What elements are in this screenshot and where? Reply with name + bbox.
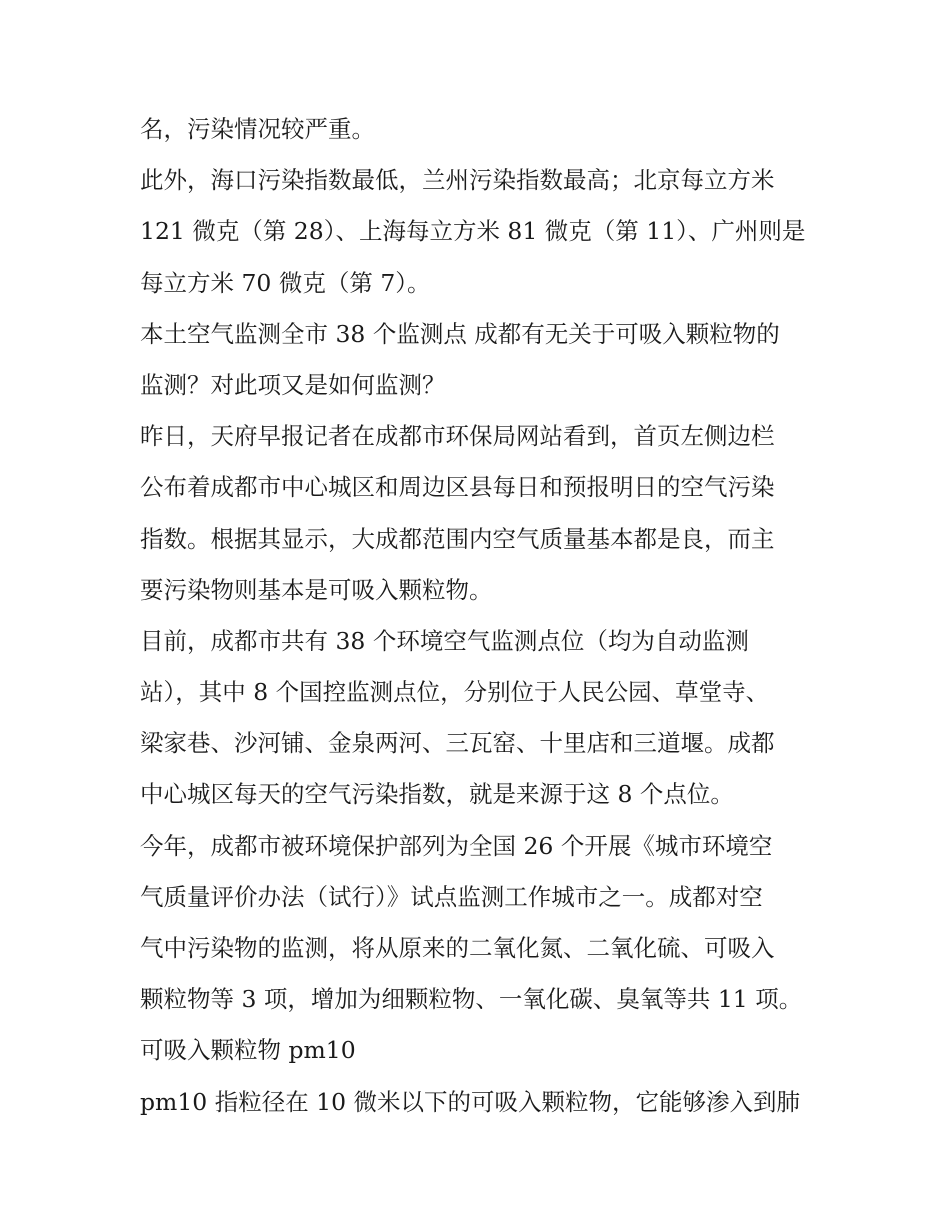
section-heading-line: 监测？对此项又是如何监测？	[140, 370, 446, 399]
text-line: 中心城区每天的空气污染指数，就是来源于这 8 个点位。	[140, 780, 734, 809]
text-line: 气中污染物的监测，将从原来的二氧化氮、二氧化硫、可吸入	[140, 934, 775, 962]
text-line: 指数。根据其显示，大成都范围内空气质量基本都是良，而主	[140, 524, 775, 553]
subheading-line: 可吸入颗粒物 pm10	[140, 1036, 356, 1065]
section-heading-line: 本土空气监测全市 38 个监测点 成都有无关于可吸入颗粒物的	[140, 319, 780, 348]
text-line: 公布着成都市中心城区和周边区县每日和预报明日的空气污染	[140, 473, 775, 502]
text-line: 此外，海口污染指数最低，兰州污染指数最高；北京每立方米	[140, 166, 775, 195]
text-line: 目前，成都市共有 38 个环境空气监测点位（均为自动监测	[140, 626, 749, 655]
text-line: 121 微克（第 28）、上海每立方米 81 微克（第 11）、广州则是	[140, 217, 806, 246]
text-line: 气质量评价办法（试行）》试点监测工作城市之一。成都对空	[140, 882, 763, 911]
text-line: 站），其中 8 个国控监测点位，分别位于人民公园、草堂寺、	[140, 678, 770, 707]
text-line: 昨日，天府早报记者在成都市环保局网站看到，首页左侧边栏	[140, 422, 775, 451]
text-line: 名，污染情况较严重。	[140, 115, 375, 143]
text-line: pm10 指粒径在 10 微米以下的可吸入颗粒物，它能够渗入到肺	[140, 1087, 801, 1116]
text-line: 梁家巷、沙河铺、金泉两河、三瓦窑、十里店和三道堰。成都	[140, 729, 775, 758]
text-line: 每立方米 70 微克（第 7）。	[140, 268, 431, 297]
document-body	[140, 104, 830, 1128]
text-line: 要污染物则基本是可吸入颗粒物。	[140, 575, 493, 604]
text-line: 今年，成都市被环境保护部列为全国 26 个开展《城市环境空	[140, 831, 773, 860]
text-line: 颗粒物等 3 项，增加为细颗粒物、一氧化碳、臭氧等共 11 项。	[140, 985, 803, 1014]
